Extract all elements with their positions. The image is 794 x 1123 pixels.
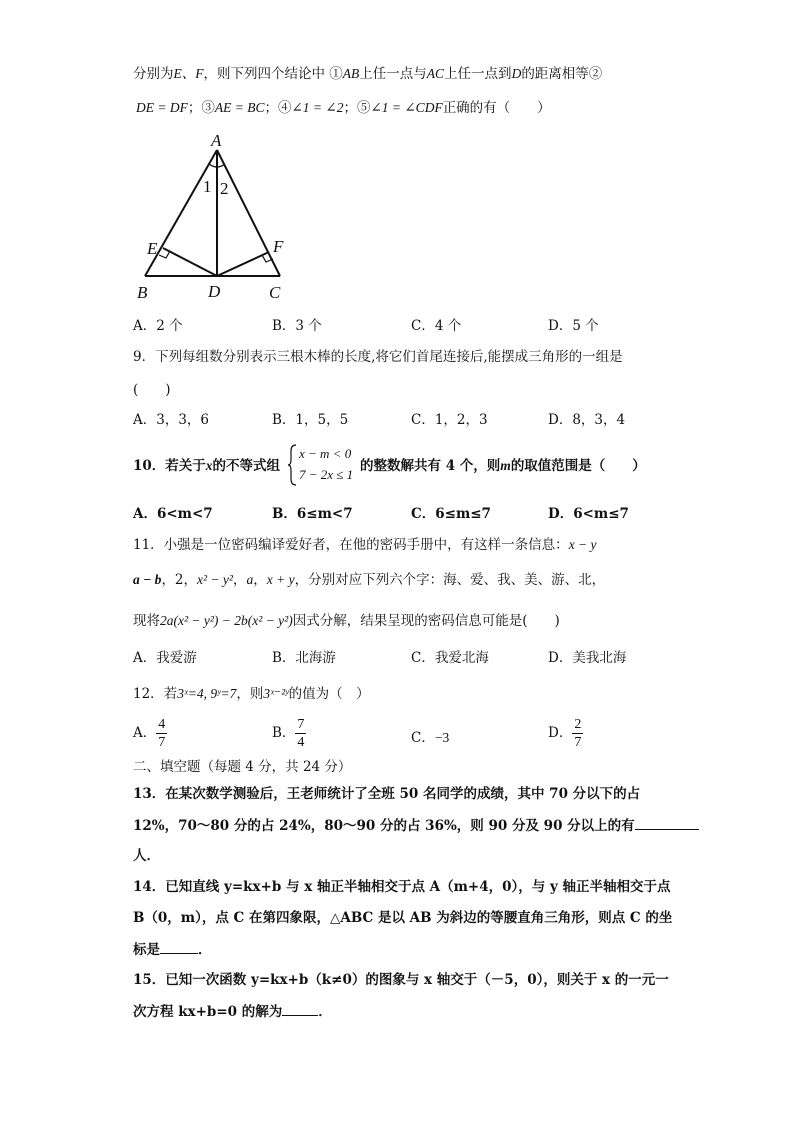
q13-line1: 13．在某次数学测验后，王老师统计了全班 50 名同学的成绩，其中 70 分以下的占 (133, 786, 641, 802)
q10-stem-pre (133, 456, 280, 476)
q12-text: 12．若 (133, 686, 178, 702)
q11-math-x-minus-y: x − y (568, 537, 597, 552)
q15-text: 次方程 kx+b=0 的解为 (133, 1004, 283, 1020)
label-d: D (208, 282, 221, 301)
q8-math-ab: AB (342, 66, 360, 81)
q10-option-d[interactable]: D．6<m≤7 (548, 506, 629, 522)
q11-math-expression: 2a(x² − y²) − 2b(x² − y²) (160, 613, 293, 628)
fraction (295, 716, 306, 751)
q12-option-b[interactable] (272, 716, 306, 751)
label-f: F (273, 237, 284, 256)
q11-text: ， (253, 572, 267, 588)
q12-math-expression: 3ˣ⁻²ʸ (263, 686, 289, 701)
q8-text: 上任一点到 (444, 66, 512, 82)
q8-math-ac: AC (426, 66, 445, 81)
q9-paren: ( ) (133, 382, 171, 398)
q11-math-a: a (246, 572, 254, 587)
q8-math-angle: ∠1 = ∠2 (291, 100, 344, 115)
q10-text: 的整数解共有 4 个，则 (360, 458, 501, 474)
fraction (572, 716, 583, 751)
q8-math-d: D (511, 66, 522, 81)
q9-option-c[interactable]: C．1，2，3 (411, 412, 488, 428)
brace-icon (288, 444, 298, 486)
q11-text: 11．小强是一位密码编译爱好者，在他的密码手册中，有这样一条信息： (133, 537, 569, 553)
option-label: B． (272, 725, 296, 741)
q15-line1: 15．已知一次函数 y=kx+b（k≠0）的图象与 x 轴交于（－5，0），则关于 x 的一元一 (133, 972, 669, 988)
q8-text: ；④ (264, 100, 292, 116)
section-heading: 二、填空题（每题 4 分，共 24 分） (133, 759, 352, 775)
q10-option-b[interactable]: B．6≤m<7 (272, 506, 353, 522)
q8-text: ；⑤ (343, 100, 371, 116)
q12-option-c[interactable] (411, 728, 449, 748)
segment-df (217, 252, 269, 276)
q10-var-m: m (500, 458, 511, 473)
q11-math-a-minus-b: a − b (133, 572, 162, 587)
q11-option-d[interactable]: D．美我北海 (548, 650, 627, 666)
numerator: 7 (297, 717, 305, 732)
q11-option-a[interactable]: A．我爱游 (133, 650, 197, 666)
q10-text: 的不等式组 (212, 458, 281, 474)
q14-answer-blank[interactable] (160, 939, 198, 954)
q14-line3 (133, 939, 212, 960)
q8-text: 的距离相等② (521, 66, 603, 82)
q11-text: ，分别对应下列六个字：海、爱、我、美、游、北， (294, 572, 606, 588)
q11-math-x-plus-y: x + y (266, 572, 295, 587)
q10-option-c[interactable]: C．6≤m≤7 (411, 506, 491, 522)
label-a: A (211, 131, 222, 150)
option-label: D． (548, 725, 573, 741)
q13-text: 12%，70～80 分的占 24%，80～90 分的占 36%，则 90 分及 90 分以上的有 (133, 818, 635, 834)
fraction (156, 716, 167, 751)
q14-line1: 14．已知直线 y=kx+b 与 x 轴正半轴相交于点 A（m+4，0），与 y 轴正半轴相交于点 (133, 879, 671, 895)
q10-text: 10．若关于 (133, 458, 206, 474)
q15-text: ． (318, 1004, 332, 1020)
q8-math-ef: E、F (173, 66, 204, 81)
q8-math-angle2: ∠1 = ∠CDF (370, 100, 443, 115)
q15-line2 (133, 1001, 332, 1022)
label-b: B (137, 283, 148, 302)
denominator: 4 (297, 735, 305, 750)
q8-math-de: DE = DF (136, 100, 188, 115)
segment-de (163, 248, 217, 276)
q8-line2 (136, 98, 551, 118)
q10-text: 的取值范围是（ ） (510, 458, 646, 474)
q12-stem (133, 684, 370, 704)
q12-option-a[interactable] (133, 716, 167, 751)
q11-line1 (133, 535, 597, 555)
q10-inequality-system (288, 444, 363, 486)
denominator: 7 (158, 735, 166, 750)
q8-text: 上任一点与 (359, 66, 427, 82)
side-ac (217, 150, 280, 276)
q11-text: ， (232, 572, 247, 588)
label-angle-2: 2 (220, 179, 229, 198)
numerator: 2 (574, 717, 582, 732)
label-c: C (269, 283, 281, 302)
q8-math-ae: AE = BC (214, 100, 265, 115)
q9-option-b[interactable]: B．1，5，5 (272, 412, 349, 428)
label-angle-1: 1 (203, 177, 212, 196)
q12-text: ，则 (236, 686, 264, 702)
numerator: 4 (158, 717, 166, 732)
q8-option-b[interactable]: B．3 个 (272, 318, 322, 334)
q10-option-a[interactable]: A．6<m<7 (133, 506, 213, 522)
q12-text: 的值为（ ） (288, 686, 370, 702)
q8-line1 (133, 64, 602, 84)
q9-stem: 9．下列每组数分别表示三根木棒的长度,将它们首尾连接后,能摆成三角形的一组是 (133, 349, 623, 365)
q10-var-x: x (205, 458, 213, 473)
q14-text: ． (198, 942, 212, 958)
option-label: C． (411, 730, 435, 746)
q10-ineq2: 7 − 2x ≤ 1 (299, 467, 354, 482)
q13-line2 (133, 815, 699, 836)
q15-answer-blank[interactable] (282, 1001, 318, 1016)
q11-option-c[interactable]: C．我爱北海 (411, 650, 489, 666)
q8-text: ，则下列四个结论中 ① (203, 66, 343, 82)
q8-option-c[interactable]: C．4 个 (411, 318, 462, 334)
q8-triangle-figure (135, 130, 295, 305)
q14-line2: B（0，m），点 C 在第四象限，△ABC 是以 AB 为斜边的等腰直角三角形，则点 C 的坐 (133, 910, 673, 926)
q13-answer-blank[interactable] (635, 815, 699, 830)
denominator: 7 (574, 735, 582, 750)
q12-math-condition: 3ˣ=4, 9ʸ=7 (177, 686, 237, 701)
q12-option-d[interactable] (548, 716, 583, 751)
q14-text: 标是 (133, 942, 160, 958)
q11-option-b[interactable]: B．北海游 (272, 650, 336, 666)
q8-option-a[interactable]: A．2 个 (133, 318, 183, 334)
q11-text: 现将 (133, 613, 160, 629)
q13-line3: 人． (133, 848, 160, 864)
q8-option-d[interactable]: D．5 个 (548, 318, 599, 334)
option-label: A． (133, 725, 157, 741)
q8-text: 正确的有（ ） (442, 100, 551, 116)
q10-stem-post (360, 456, 646, 476)
q8-text: 分别为 (133, 66, 174, 82)
right-angle-e (159, 251, 170, 258)
q9-option-a[interactable]: A．3，3，6 (133, 412, 210, 428)
q11-text: 因式分解，结果呈现的密码信息可能是( ) (292, 613, 560, 629)
q11-line3 (133, 611, 560, 631)
q11-math-x2-y2: x² − y² (197, 572, 233, 587)
q11-text: ，2， (161, 572, 198, 588)
q11-line2 (133, 570, 605, 590)
q8-text: ；③ (187, 100, 215, 116)
q10-ineq1: x − m < 0 (299, 446, 352, 461)
label-e: E (147, 239, 158, 258)
option-value: −3 (434, 730, 450, 745)
q9-option-d[interactable]: D．8，3，4 (548, 412, 626, 428)
